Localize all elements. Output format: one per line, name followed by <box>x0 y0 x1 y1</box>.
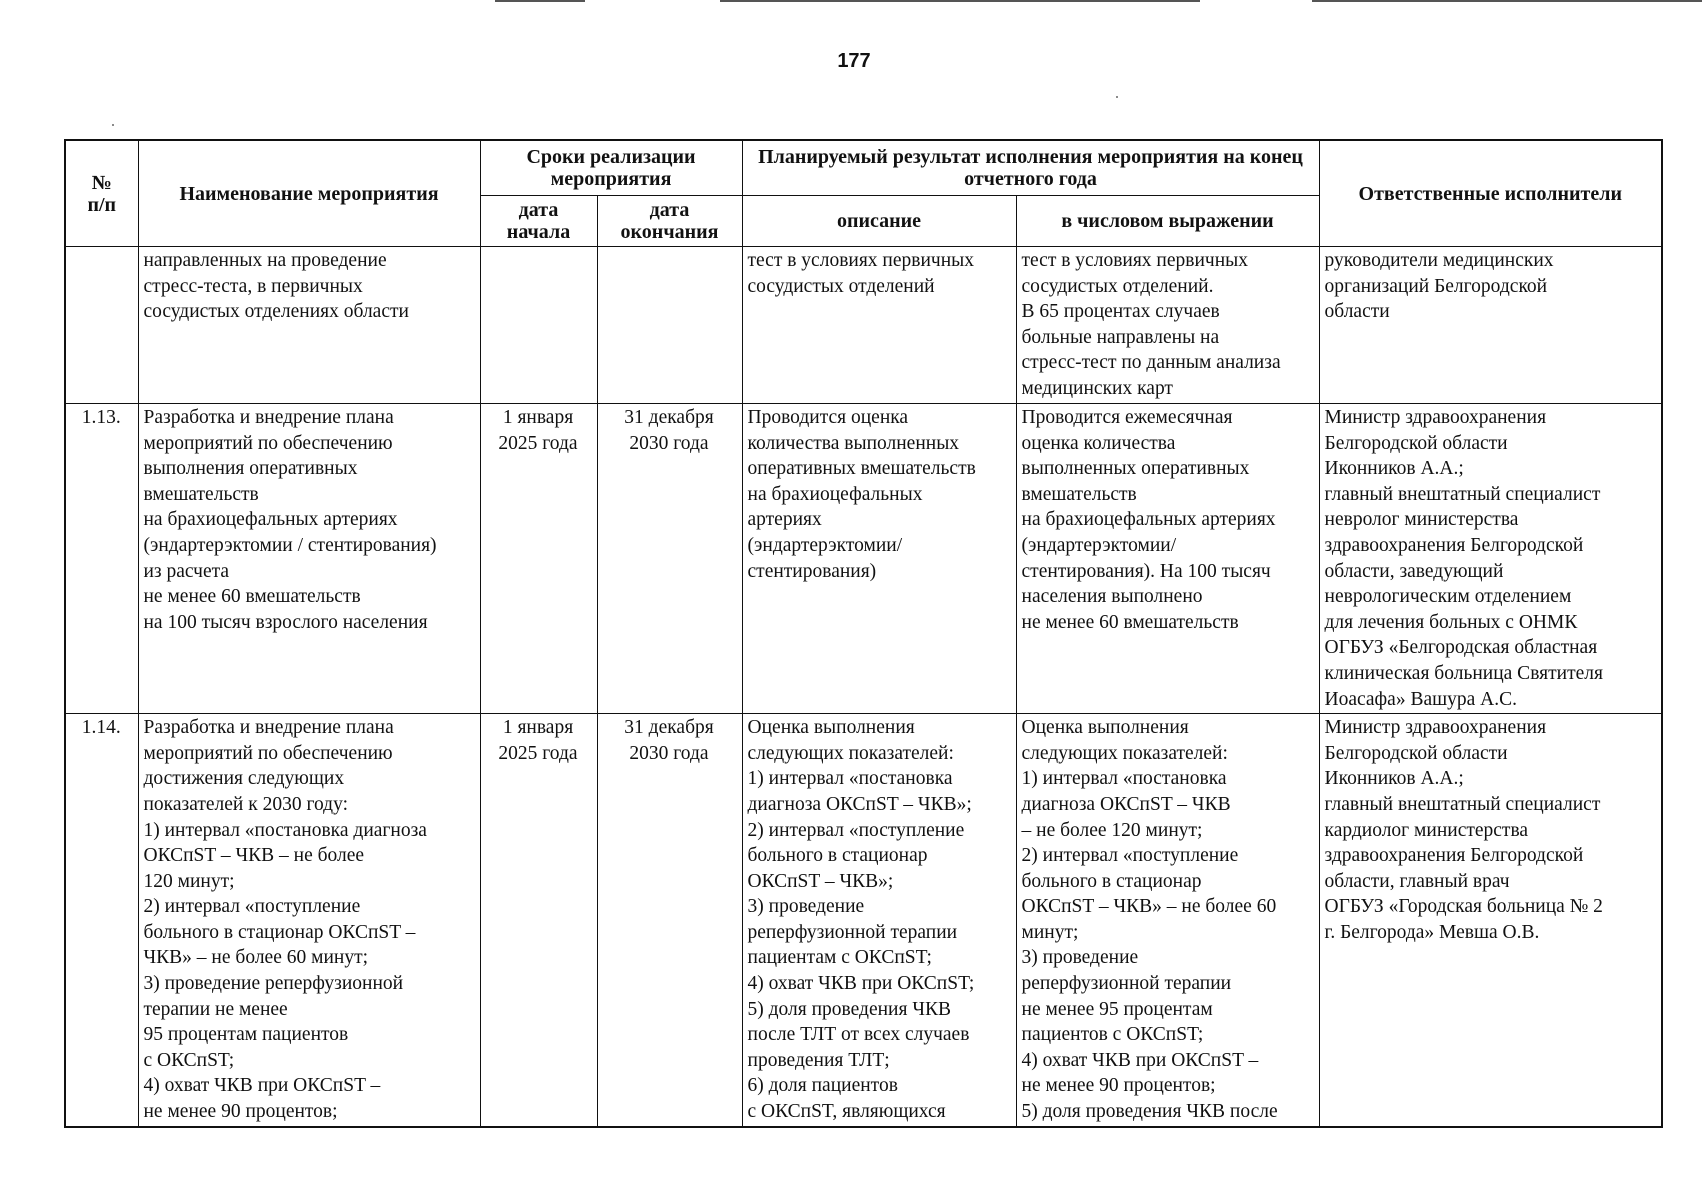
table-row <box>65 247 1662 404</box>
cell-start-date: 1 января 2025 года <box>480 404 597 714</box>
cell-number: 1.13. <box>65 404 138 714</box>
page-number: 177 <box>837 50 871 72</box>
cell-responsible: Министр здравоохранения Белгородской области Иконников А.А.; главный внештатный специалист невролог министерства здравоохранения Белгородской области, заведующий неврологическим отделением для лечения больных с ОНМК ОГБУЗ «Белгородская областная клиническая больница Святителя Иоасафа» Вашура А.С. <box>1319 404 1662 714</box>
header-end-date: дата окончания <box>597 196 742 247</box>
scan-speck <box>1116 96 1118 98</box>
header-numeric: в числовом выражении <box>1016 196 1319 247</box>
cell-end-date <box>597 247 742 404</box>
header-name: Наименование мероприятия <box>138 140 480 247</box>
cell-name: направленных на проведение стресс-теста, в первичных сосудистых отделениях области <box>138 247 480 404</box>
table-header-row <box>65 140 1662 196</box>
cell-number <box>65 247 138 404</box>
header-start-date: дата начала <box>480 196 597 247</box>
cell-numeric: Проводится ежемесячная оценка количества выполненных оперативных вмешательств на брахиоцефальных артериях (эндартерэктомии/ стентирования). На 100 тысяч населения выполнено не менее 60 вмешательств <box>1016 404 1319 714</box>
cell-name: Разработка и внедрение плана мероприятий по обеспечению достижения следующих показателей к 2030 году: 1) интервал «постановка диагноза ОКСпST – ЧКВ – не более 120 минут; 2) интервал «поступление больного в стационар ОКСпST – ЧКВ» – не более 60 минут; 3) проведение реперфузионной терапии не менее 95 процентам пациентов с ОКСпST; 4) охват ЧКВ при ОКСпST – не менее 90 процентов; <box>138 714 480 1128</box>
header-description: описание <box>742 196 1016 247</box>
header-terms: Сроки реализации мероприятия <box>480 140 742 196</box>
scan-speck <box>112 124 114 126</box>
scan-edge-mark <box>720 0 1200 2</box>
cell-end-date: 31 декабря 2030 года <box>597 404 742 714</box>
cell-description: тест в условиях первичных сосудистых отделений <box>742 247 1016 404</box>
scan-edge-mark <box>1312 0 1702 2</box>
cell-responsible: Министр здравоохранения Белгородской области Иконников А.А.; главный внештатный специалист кардиолог министерства здравоохранения Белгородской области, главный врач ОГБУЗ «Городская больница № 2 г. Белгорода» Мевша О.В. <box>1319 714 1662 1128</box>
header-planned-result: Планируемый результат исполнения мероприятия на конец отчетного года <box>742 140 1319 196</box>
cell-responsible: руководители медицинских организаций Белгородской области <box>1319 247 1662 404</box>
cell-start-date <box>480 247 597 404</box>
plan-table <box>64 139 1663 1128</box>
cell-end-date: 31 декабря 2030 года <box>597 714 742 1128</box>
table-row <box>65 404 1662 714</box>
cell-start-date: 1 января 2025 года <box>480 714 597 1128</box>
cell-number: 1.14. <box>65 714 138 1128</box>
cell-name: Разработка и внедрение плана мероприятий по обеспечению выполнения оперативных вмешательств на брахиоцефальных артериях (эндартерэктомии / стентирования) из расчета не менее 60 вмешательств на 100 тысяч взрослого населения <box>138 404 480 714</box>
header-responsible: Ответственные исполнители <box>1319 140 1662 247</box>
table-row <box>65 714 1662 1128</box>
cell-description: Проводится оценка количества выполненных оперативных вмешательств на брахиоцефальных артериях (эндартерэктомии/ стентирования) <box>742 404 1016 714</box>
cell-numeric: тест в условиях первичных сосудистых отделений. В 65 процентах случаев больные направлены на стресс-тест по данным анализа медицинских карт <box>1016 247 1319 404</box>
header-number: № п/п <box>65 140 138 247</box>
cell-description: Оценка выполнения следующих показателей: 1) интервал «постановка диагноза ОКСпST – ЧКВ»; 2) интервал «поступление больного в стационар ОКСпST – ЧКВ»; 3) проведение реперфузионной терапии пациентам с ОКСпST; 4) охват ЧКВ при ОКСпST; 5) доля проведения ЧКВ после ТЛТ от всех случаев проведения ТЛТ; 6) доля пациентов с ОКСпST, являющихся <box>742 714 1016 1128</box>
scan-edge-mark <box>495 0 585 2</box>
cell-numeric: Оценка выполнения следующих показателей: 1) интервал «постановка диагноза ОКСпST – ЧКВ – не более 120 минут; 2) интервал «поступление больного в стационар ОКСпST – ЧКВ» – не более 60 минут; 3) проведение реперфузионной терапии не менее 95 процентам пациентов с ОКСпST; 4) охват ЧКВ при ОКСпST – не менее 90 процентов; 5) доля проведения ЧКВ после <box>1016 714 1319 1128</box>
